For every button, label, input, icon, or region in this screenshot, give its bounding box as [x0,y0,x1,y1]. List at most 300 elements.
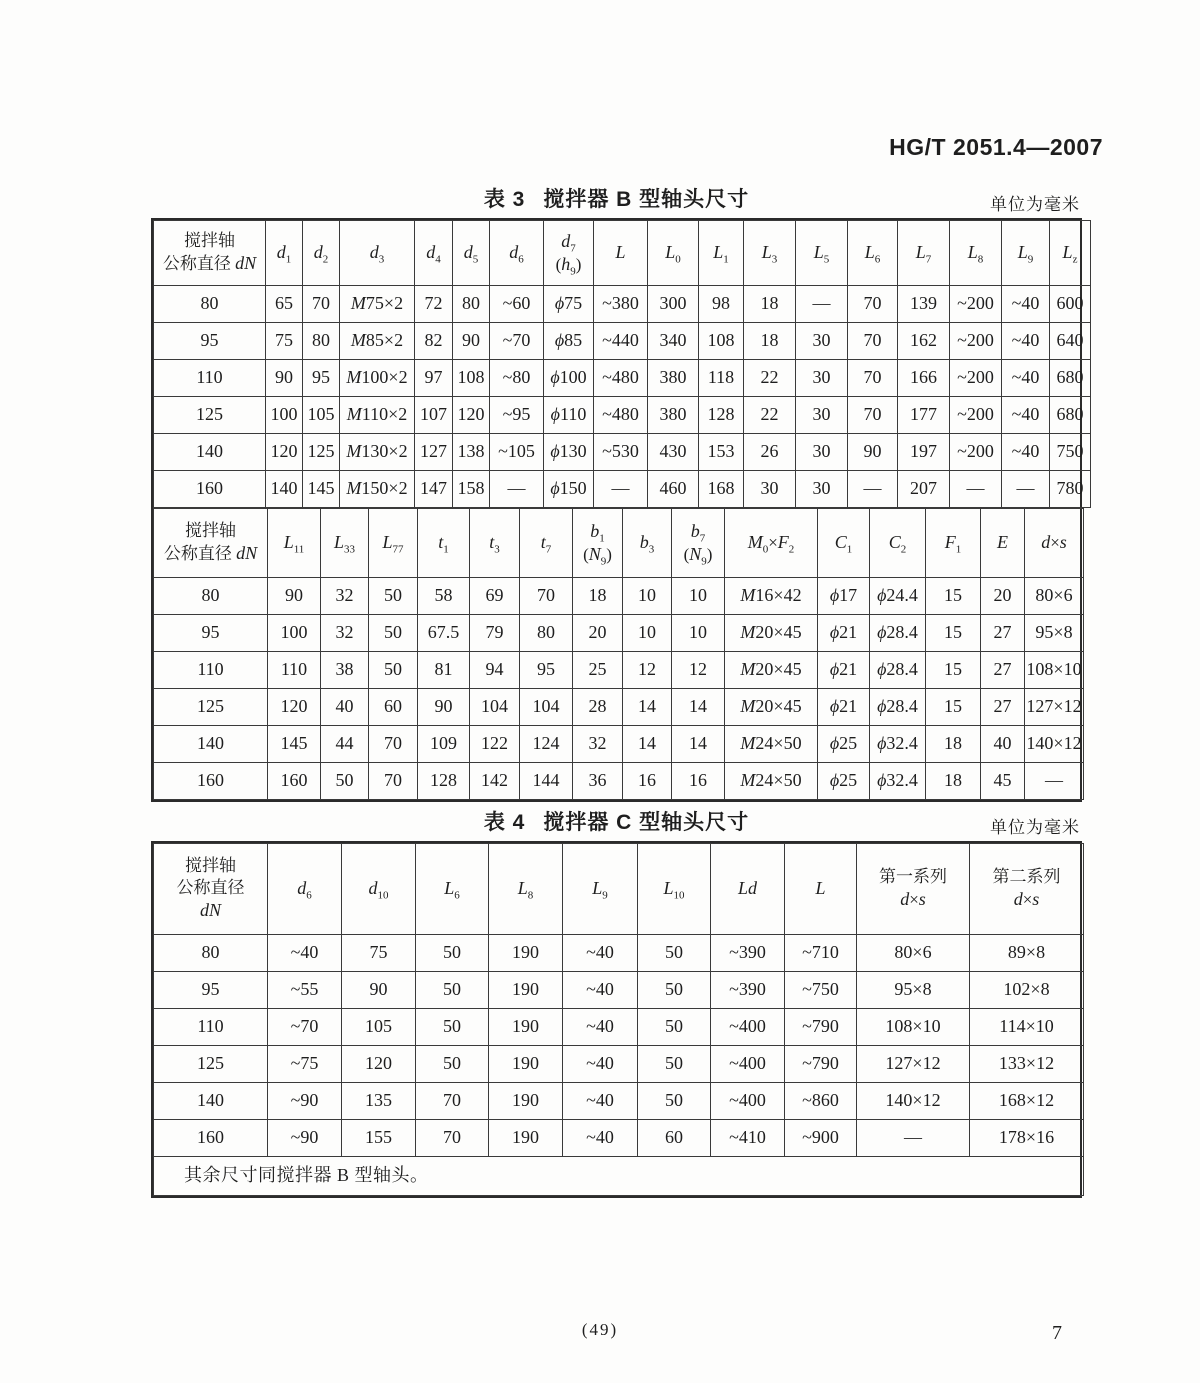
row-header-cell: 110 [154,1009,268,1046]
column-header: $d_7$ $(h_9)$ [544,221,594,286]
table-cell: 95 [520,652,573,689]
table-row [154,615,1084,652]
table-cell: 120 [268,689,321,726]
table-cell: ~400 [711,1083,785,1120]
table-cell: ~480 [594,397,648,434]
table-cell: 144 [520,763,573,800]
table-cell: ϕ75 [544,286,594,323]
table-cell: M130×2 [340,434,415,471]
table-row [154,652,1084,689]
table-cell: M20×45 [725,689,818,726]
table-cell: 120 [453,397,490,434]
row-header-cell: 125 [154,1046,268,1083]
table-cell: 25 [573,652,623,689]
table-cell: 114×10 [970,1009,1084,1046]
table-row [154,471,1091,508]
table-cell: 38 [321,652,369,689]
table-cell: 166 [898,360,950,397]
table-cell: — [848,471,898,508]
table-cell: 10 [672,578,725,615]
table-cell: 50 [416,1046,489,1083]
column-header: L [594,221,648,286]
column-header: d×s [1025,509,1084,578]
table-cell: 18 [926,726,981,763]
column-header: L [785,844,857,935]
table-cell: ϕ110 [544,397,594,434]
table-cell: 70 [848,286,898,323]
column-header: $d_6$ [268,844,342,935]
table-cell: 14 [672,689,725,726]
table-cell: 12 [623,652,672,689]
column-header: $L_z$ [1050,221,1091,286]
column-header: $L_7$ [898,221,950,286]
table3-frame [151,218,1082,802]
table-cell: 780 [1050,471,1091,508]
table4-block [151,806,1082,1198]
table-cell: 109 [418,726,470,763]
column-header: $b_1$ $(N_9)$ [573,509,623,578]
table-cell: 50 [638,1009,711,1046]
table-cell: 90 [453,323,490,360]
column-header: $d_{10}$ [342,844,416,935]
table-cell: 138 [453,434,490,471]
table-row [154,1009,1084,1046]
row-header-cell: 110 [154,652,268,689]
table-cell: 80 [520,615,573,652]
row-header-cell: 95 [154,615,268,652]
table-cell: 104 [470,689,520,726]
table-cell: ~380 [594,286,648,323]
table-cell: 70 [848,360,898,397]
table-cell: ~95 [490,397,544,434]
row-header-cell: 140 [154,726,268,763]
table-cell: 18 [744,286,796,323]
table-cell: 20 [981,578,1025,615]
table-cell: 97 [415,360,453,397]
table-cell: 108 [453,360,490,397]
table-cell: 95×8 [1025,615,1084,652]
table-cell: 70 [848,323,898,360]
table4-caption-row [151,806,1082,841]
table-cell: ϕ25 [818,726,870,763]
table-cell: ~200 [950,323,1002,360]
table-cell: 600 [1050,286,1091,323]
table-cell: 40 [321,689,369,726]
table-cell: 80×6 [857,935,970,972]
table-cell: M20×45 [725,615,818,652]
column-header: $t_1$ [418,509,470,578]
table-row [154,360,1091,397]
table-cell: 160 [268,763,321,800]
table-cell: 100 [266,397,303,434]
table-cell: ϕ24.4 [870,578,926,615]
table-cell: 50 [638,972,711,1009]
table-cell: 27 [981,615,1025,652]
table-cell: M75×2 [340,286,415,323]
column-header: $d_6$ [490,221,544,286]
column-header: $L_6$ [848,221,898,286]
table-cell: ~480 [594,360,648,397]
table-cell: 153 [699,434,744,471]
table-cell: 460 [648,471,699,508]
table4-unit-note: 单位为毫米 [990,818,1080,837]
table-cell: ϕ17 [818,578,870,615]
table-cell: ~40 [563,1120,638,1157]
table-cell: ϕ85 [544,323,594,360]
table-cell: 190 [489,935,563,972]
table-cell: ϕ25 [818,763,870,800]
table-cell: 95×8 [857,972,970,1009]
row-header-cell: 80 [154,286,266,323]
table-cell: 40 [981,726,1025,763]
table-cell: ~40 [563,1046,638,1083]
table-cell: 22 [744,360,796,397]
table-cell: 90 [418,689,470,726]
table-cell: 18 [573,578,623,615]
table-cell: 127 [415,434,453,471]
table-cell: ϕ130 [544,434,594,471]
table-cell: 750 [1050,434,1091,471]
table4-caption-title: 搅拌器 C 型轴头尺寸 [543,811,750,834]
standard-number: HG/T 2051.4—2007 [889,134,1103,160]
row-header-cell: 80 [154,935,268,972]
table-cell: ~790 [785,1046,857,1083]
table-cell: 80 [453,286,490,323]
table-cell: 79 [470,615,520,652]
table-cell: ~200 [950,360,1002,397]
table-cell: 50 [369,615,418,652]
table-cell: 110 [268,652,321,689]
table-row [154,434,1091,471]
table-cell: M100×2 [340,360,415,397]
table-cell: 640 [1050,323,1091,360]
table-cell: 105 [342,1009,416,1046]
row-header-cell: 95 [154,323,266,360]
table-cell: ~440 [594,323,648,360]
table-cell: 108×10 [857,1009,970,1046]
column-header: $L_8$ [489,844,563,935]
table-cell: 65 [266,286,303,323]
table-cell: 70 [369,763,418,800]
table-cell: — [1002,471,1050,508]
table-cell: 50 [416,1009,489,1046]
table-cell: 108×10 [1025,652,1084,689]
table3-caption [151,183,1082,213]
table-cell: M16×42 [725,578,818,615]
table-cell: 155 [342,1120,416,1157]
table-row [154,1083,1084,1120]
table-cell: 30 [796,323,848,360]
table-cell: 10 [623,578,672,615]
column-header: $t_7$ [520,509,573,578]
table-cell: ~40 [1002,286,1050,323]
column-header: $L_9$ [1002,221,1050,286]
page-folio: (49) [581,1320,619,1339]
table-cell: 15 [926,578,981,615]
table4-frame [151,841,1082,1198]
table-cell: 158 [453,471,490,508]
table-cell: ~40 [563,1083,638,1120]
table-cell: 100 [268,615,321,652]
table-row [154,972,1084,1009]
table-cell: 16 [672,763,725,800]
table-cell: 67.5 [418,615,470,652]
column-header: $d_2$ [303,221,340,286]
table-row [154,397,1091,434]
table-cell: ~40 [1002,397,1050,434]
table-cell: 26 [744,434,796,471]
table-cell: ~40 [1002,434,1050,471]
table-cell: ~390 [711,972,785,1009]
table-cell: 139 [898,286,950,323]
table-cell: — [594,471,648,508]
table-cell: ϕ100 [544,360,594,397]
table-cell: 128 [699,397,744,434]
table-cell: 190 [489,972,563,1009]
table-cell: ~860 [785,1083,857,1120]
table-cell: 140 [266,471,303,508]
column-header: $L_1$ [699,221,744,286]
table-cell: 28 [573,689,623,726]
table-cell: 69 [470,578,520,615]
table-cell: 50 [638,1083,711,1120]
table-cell: 120 [266,434,303,471]
table-cell: 680 [1050,397,1091,434]
table-cell: ϕ28.4 [870,689,926,726]
table-cell: 50 [321,763,369,800]
table-cell: ~900 [785,1120,857,1157]
table-cell: 125 [303,434,340,471]
table-footnote-row [154,1157,1084,1196]
table-cell: ~80 [490,360,544,397]
table-cell: 190 [489,1083,563,1120]
table-cell: ~750 [785,972,857,1009]
table3-unit-note: 单位为毫米 [990,195,1080,214]
table3-caption-title: 搅拌器 B 型轴头尺寸 [543,188,750,211]
row-header-cell: 160 [154,1120,268,1157]
column-header: $d_4$ [415,221,453,286]
column-header: $t_3$ [470,509,520,578]
table-cell: 10 [672,615,725,652]
table-row [154,578,1084,615]
table-cell: ~55 [268,972,342,1009]
table3-caption-number: 表 3 [483,188,526,211]
table-row [154,726,1084,763]
table-cell: 80 [303,323,340,360]
table-cell: 60 [369,689,418,726]
table-cell: 36 [573,763,623,800]
table-cell: ~400 [711,1009,785,1046]
column-header: $L_{10}$ [638,844,711,935]
table-cell: ~200 [950,286,1002,323]
header-row [154,509,1084,578]
table-cell: 124 [520,726,573,763]
table-cell: 82 [415,323,453,360]
table-cell: 168 [699,471,744,508]
table-cell: ~40 [563,1009,638,1046]
table-cell: 104 [520,689,573,726]
table-cell: — [950,471,1002,508]
column-header: $L_8$ [950,221,1002,286]
column-header: $F_1$ [926,509,981,578]
row-header-cell: 95 [154,972,268,1009]
column-header: E [981,509,1025,578]
table-cell: 12 [672,652,725,689]
column-header: $C_1$ [818,509,870,578]
table-cell: 168×12 [970,1083,1084,1120]
table-cell: 680 [1050,360,1091,397]
table-cell: 27 [981,689,1025,726]
table-cell: 98 [699,286,744,323]
table-cell: 18 [926,763,981,800]
table-cell: 32 [573,726,623,763]
table-cell: 72 [415,286,453,323]
table-cell: 135 [342,1083,416,1120]
table-cell: 30 [796,360,848,397]
table-row [154,1120,1084,1157]
table-cell: 145 [303,471,340,508]
table-cell: 70 [848,397,898,434]
table-cell: 14 [623,689,672,726]
table-cell: 120 [342,1046,416,1083]
table-cell: ϕ28.4 [870,615,926,652]
table-cell: 102×8 [970,972,1084,1009]
table-cell: ϕ32.4 [870,726,926,763]
table-cell: 81 [418,652,470,689]
column-header: $L_6$ [416,844,489,935]
table-cell: 70 [416,1120,489,1157]
table-cell: ~70 [490,323,544,360]
table-cell: 89×8 [970,935,1084,972]
table-cell: M24×50 [725,763,818,800]
column-header: $L_5$ [796,221,848,286]
column-header: $L_3$ [744,221,796,286]
row-header-cell: 80 [154,578,268,615]
table-cell: 14 [623,726,672,763]
table-cell: 70 [369,726,418,763]
column-header: $L_0$ [648,221,699,286]
column-header: $d_1$ [266,221,303,286]
table-cell: 30 [796,434,848,471]
table-cell: 70 [416,1083,489,1120]
table-cell: 44 [321,726,369,763]
table-cell: 90 [848,434,898,471]
table-cell: 60 [638,1120,711,1157]
row-header-cell: 160 [154,763,268,800]
table-cell: 90 [342,972,416,1009]
column-header: $L_{33}$ [321,509,369,578]
table-cell: ~200 [950,397,1002,434]
row-header-cell: 125 [154,397,266,434]
table-cell: 190 [489,1046,563,1083]
table-cell: 430 [648,434,699,471]
table-cell: 145 [268,726,321,763]
table-row [154,763,1084,800]
table-cell: 340 [648,323,699,360]
table4-main [153,843,1084,1196]
table-cell: 162 [898,323,950,360]
table-cell: 380 [648,360,699,397]
table-cell: ~105 [490,434,544,471]
table-cell: 142 [470,763,520,800]
row-header-cell: 160 [154,471,266,508]
table-cell: ~40 [563,935,638,972]
table-cell: ~70 [268,1009,342,1046]
table-cell: — [857,1120,970,1157]
table-row [154,323,1091,360]
table-cell: 95 [303,360,340,397]
table-cell: 10 [623,615,672,652]
table-cell: 75 [266,323,303,360]
column-header: 搅拌轴 公称直径 dN [154,844,268,935]
table-cell: 90 [268,578,321,615]
table-cell: 140×12 [857,1083,970,1120]
table-cell: 80×6 [1025,578,1084,615]
column-header: 搅拌轴 公称直径 dN [154,509,268,578]
table-cell: 118 [699,360,744,397]
table-cell: 32 [321,578,369,615]
table-cell: 30 [744,471,796,508]
column-header: 第一系列 d×s [857,844,970,935]
table-cell: 122 [470,726,520,763]
table-cell: ~40 [1002,323,1050,360]
column-header: $b_7$ $(N_9)$ [672,509,725,578]
table-cell: ~90 [268,1083,342,1120]
table-cell: ~410 [711,1120,785,1157]
table-cell: 94 [470,652,520,689]
table-cell: ϕ28.4 [870,652,926,689]
table-cell: 58 [418,578,470,615]
table-cell: ϕ32.4 [870,763,926,800]
table-row [154,286,1091,323]
table-cell: 50 [638,1046,711,1083]
table-cell: 147 [415,471,453,508]
table-cell: 30 [796,397,848,434]
table-cell: 177 [898,397,950,434]
table-row [154,1046,1084,1083]
row-header-cell: 110 [154,360,266,397]
table-cell: M150×2 [340,471,415,508]
table-cell: ~530 [594,434,648,471]
table-cell: — [490,471,544,508]
header-row [154,221,1091,286]
table-cell: ~90 [268,1120,342,1157]
table-cell: ϕ150 [544,471,594,508]
table-cell: 70 [520,578,573,615]
table-cell: M20×45 [725,652,818,689]
table-cell: ~200 [950,434,1002,471]
table-cell: 380 [648,397,699,434]
table-cell: 70 [303,286,340,323]
table-cell: ~710 [785,935,857,972]
column-header: 第二系列 d×s [970,844,1084,935]
table3-block [151,183,1082,802]
table3-part1 [153,220,1091,508]
table-cell: 15 [926,689,981,726]
row-header-cell: 140 [154,1083,268,1120]
table-cell: ~40 [563,972,638,1009]
table-cell: 50 [369,578,418,615]
table-cell: 50 [369,652,418,689]
table-cell: 15 [926,615,981,652]
table-cell: 105 [303,397,340,434]
table-row [154,689,1084,726]
table4-caption [151,806,1082,836]
column-header: 搅拌轴 公称直径 dN [154,221,266,286]
column-header: Ld [711,844,785,935]
table-cell: M85×2 [340,323,415,360]
table-cell: 190 [489,1009,563,1046]
